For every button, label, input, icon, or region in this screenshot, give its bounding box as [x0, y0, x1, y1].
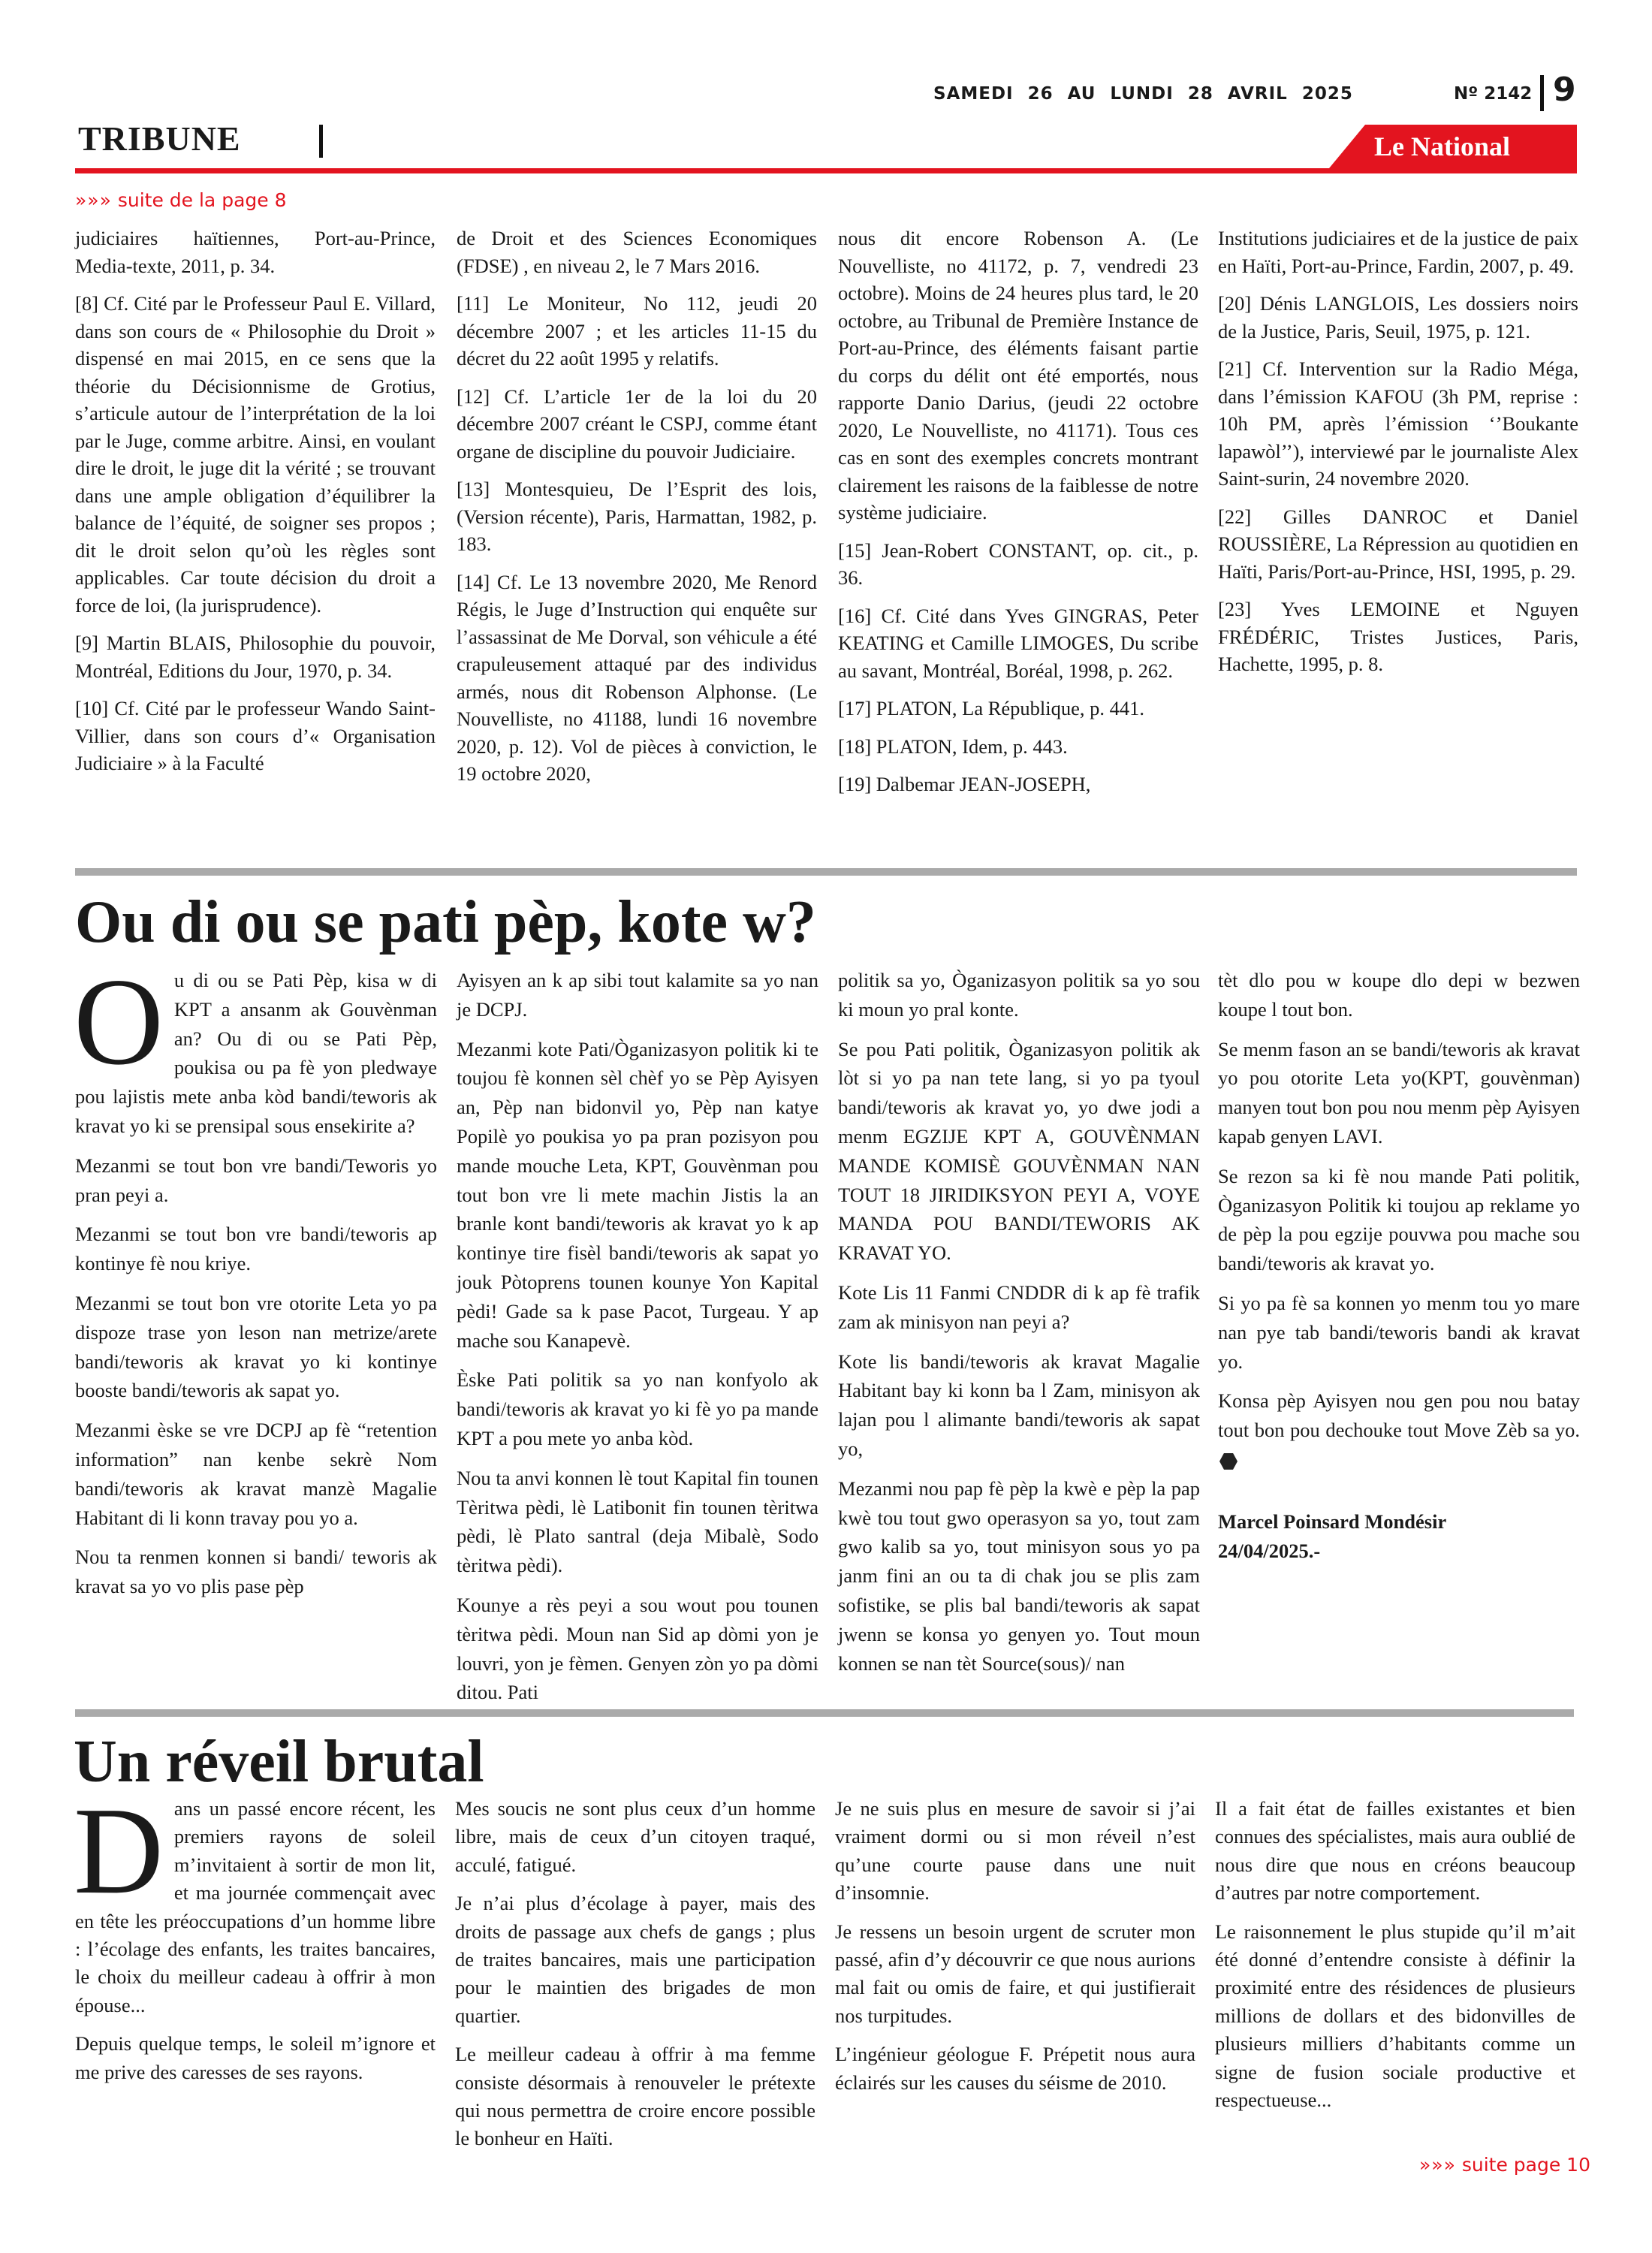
- section-title: TRIBUNE: [78, 119, 241, 158]
- issue-date: SAMEDI 26 AU LUNDI 28 AVRIL 2025: [933, 84, 1353, 104]
- article-paragraph: Le meilleur cadeau à offrir à ma femme consiste désormais à renouveler le prétexte qui nous permettra de croire encore possible le bonheur en Haïti.: [455, 2043, 815, 2150]
- article-paragraph: Mezanmi se tout bon vre otorite Leta yo pa dispoze trase yon leson nan metrize/arete bandi/teworis ak kravat yo ki kontinye booste bandi/teworis ak sapat yo.: [75, 1291, 437, 1402]
- article-1-col-2: [457, 966, 818, 1718]
- footnote: [12] Cf. L’article 1er de la loi du 20 décembre 2007 créant le CSPJ, comme étant organe de discipline du pouvoir Judiciaire.: [457, 385, 817, 463]
- article-paragraph: L’ingénieur géologue F. Prépetit nous aura éclairés sur les causes du séisme de 2010.: [835, 2043, 1195, 2094]
- footnote: Institutions judiciaires et de la justice de paix en Haïti, Port-au-Prince, Fardin, 2007, p. 49.: [1218, 227, 1578, 277]
- footnote: [21] Cf. Intervention sur la Radio Méga, dans l’émission KAFOU (3h PM, reprise : 10h PM, après l’émission ‘’Boukante lapawòl’’), interviewé par le journaliste Alex Saint-surin, 24 novembre 2020.: [1218, 357, 1578, 490]
- article-paragraph: politik sa yo, Òganizasyon politik sa yo sou ki moun yo pral konte.: [838, 969, 1200, 1021]
- article-1-col-1: [74, 952, 437, 1612]
- footnote: [15] Jean-Robert CONSTANT, op. cit., p. 36.: [838, 538, 1198, 589]
- continued-to-link[interactable]: [1419, 2154, 1590, 2176]
- footnote: de Droit et des Sciences Economiques (FDSE) , en niveau 2, le 7 Mars 2016.: [457, 227, 817, 277]
- page-number: 9: [1553, 71, 1576, 109]
- continued-from-text: suite de la page 8: [117, 189, 287, 211]
- issue-number: Nº 2142: [1454, 84, 1533, 104]
- footnote: [20] Dénis LANGLOIS, Les dossiers noirs de la Justice, Paris, Seuil, 1975, p. 121.: [1218, 292, 1578, 342]
- article-paragraph: Kounye a rès peyi a sou wout pou tounen tèritwa pèdi. Moun nan Sid ap dòmi yon je louvri, yon je fèmen. Genyen zòn yo pa dòmi ditou. Pati: [457, 1593, 818, 1704]
- article-paragraph: Konsa pèp Ayisyen nou gen pou nou batay tout bon pou dechouke tout Move Zèb sa yo.: [1218, 1386, 1580, 1473]
- footnotes-col-3: [838, 225, 1198, 809]
- article-paragraph: Mezanmi èske se vre DCPJ ap fè “retention information” nan kenbe sekrè Nom bandi/teworis ak kravat manzè Magalie Habitant di li konn travay pou yo a.: [75, 1419, 437, 1529]
- article-paragraph: Nou ta anvi konnen lè tout Kapital fin tounen Tèritwa pèdi, lè Latibonit fin tounen tèritwa pèdi, lè Plato santral (deja Mibalè, Sodo tèritwa pèdi).: [457, 1466, 818, 1577]
- article-1-col-3: [838, 966, 1200, 1688]
- header-divider: [1540, 75, 1544, 111]
- footnote: [16] Cf. Cité dans Yves GINGRAS, Peter KEATING et Camille LIMOGES, Du scribe au savant, Montréal, Boréal, 1998, p. 262.: [838, 604, 1198, 682]
- article-2-title: Un réveil brutal: [74, 1729, 484, 1795]
- dropcap: D: [74, 1781, 164, 1920]
- footnote: [10] Cf. Cité par le professeur Wando Saint-Villier, dans son cours d’« Organisation Judiciaire » à la Faculté: [75, 697, 436, 774]
- footnote: judiciaires haïtiennes, Port-au-Prince, Media-texte, 2011, p. 34.: [75, 227, 436, 277]
- continued-to-text: suite page 10: [1461, 2154, 1590, 2176]
- article-paragraph: Ou di ou se Pati Pèp, kisa w di KPT a ansanm ak Gouvènman an? Ou di ou se Pati Pèp, poukisa ou pa fè yon pledwaye pou lajistis mete anba kòd bandi/teworis ak kravat yo ki se prensipal sous ensekirite a?: [74, 952, 437, 1137]
- footnote: [9] Martin BLAIS, Philosophie du pouvoir, Montréal, Editions du Jour, 1970, p. 34.: [75, 632, 436, 682]
- article-paragraph: Le raisonnement le plus stupide qu’il m’ait été donné d’entendre consiste à définir la proximité entre des résidences de plusieurs millions de dollars et des bidonvilles de plusieurs milliers d’habitants comme un signe de fusion sociale productive et respectueuse...: [1215, 1920, 1575, 2112]
- article-1-title: Ou di ou se pati pèp, kote w?: [75, 889, 816, 955]
- arrow-icon: »»»: [75, 189, 112, 211]
- article-paragraph: Depuis quelque temps, le soleil m’ignore et me prive des caresses de ses rayons.: [75, 2032, 436, 2083]
- section-separator: [75, 868, 1577, 876]
- footnote: [13] Montesquieu, De l’Esprit des lois, (Version récente), Paris, Harmattan, 1982, p. 183.: [457, 478, 817, 555]
- article-paragraph: Kote lis bandi/teworis ak kravat Magalie Habitant bay ki konn ba l Zam, minisyon ak lajan pou l alimante bandi/teworis ak sapat yo,: [838, 1350, 1200, 1460]
- header-rule: [75, 168, 1577, 173]
- article-paragraph: Mes soucis ne sont plus ceux d’un homme libre, mais de ceux d’un citoyen traqué, acculé, fatigué.: [455, 1797, 815, 1876]
- author-name: Marcel Poinsard Mondésir: [1218, 1510, 1447, 1533]
- article-paragraph: Je n’ai plus d’écolage à payer, mais des droits de passage aux chefs de gangs ; plus de traites bancaires, mais une participation pour le maintien des brigades de mon quartier.: [455, 1892, 815, 2027]
- dropcap: O: [74, 952, 164, 1090]
- article-paragraph: Si yo pa fè sa konnen yo menm tou yo mare nan pye tab bandi/teworis bandi ak kravat yo.: [1218, 1291, 1580, 1373]
- footnote: nous dit encore Robenson A. (Le Nouvelliste, no 41172, p. 7, vendredi 23 octobre). Moins de 24 heures plus tard, le 20 octobre, au Tribunal de Première Instance de Port-au-Prince, des éléments faisant partie du corps du délit ont été emportés, nous rapporte Danio Darius, (jeudi 22 octobre 2020, Le Nouvelliste, no 41171). Tous ces cas en sont des exemples concrets montrant clairement les raisons de la faiblesse de notre système judiciaire.: [838, 227, 1198, 523]
- article-2-col-2: [455, 1795, 815, 2164]
- footnote: [19] Dalbemar JEAN-JOSEPH,: [838, 773, 1091, 795]
- footnotes-col-2: [457, 225, 817, 798]
- continued-from-link[interactable]: [75, 189, 287, 211]
- article-paragraph: Je ressens un besoin urgent de scruter mon passé, afin d’y découvrir ce que nous aurions mal fait ou omis de faire, et qui justifierait nos turpitudes.: [835, 1920, 1195, 2027]
- article-paragraph: Je ne suis plus en mesure de savoir si j’ai vraiment dormi ou si mon réveil n’est qu’une courte pause dans une nuit d’insomnie.: [835, 1797, 1195, 1905]
- article-paragraph: Mezanmi se tout bon vre bandi/teworis ap kontinye fè nou kriye.: [75, 1223, 437, 1275]
- article-paragraph: Mezanmi kote Pati/Òganizasyon politik ki te toujou fè konnen sèl chèf yo se Pèp Ayisyen an, Pèp nan bidonvil yo, Pèp nan katye Popilè yo poukisa yo pa pran pozisyon pou mande mouche Leta, KPT, Gouvènman pou tout bon vre li mete machin Jistis la an branle kont bandi/teworis ak kravat yo k ap kontinye tire fisèl bandi/teworis ak sapat yo jouk Pòtoprens tounen kounye Yon Kapital pèdi! Gade sa k pase Pacot, Turgeau. Y ap mache sou Kanapevè.: [457, 1037, 818, 1352]
- article-paragraph: Mezanmi nou pap fè pèp la kwè e pèp la pap kwè tou tout gwo operasyon sa yo, tout zam gwo kalib sa yo, tout minisyon sous yo pa janm fini an ou ta di chak jou se plis zam sofistike, se plis bal bandi/teworis ak sapat jwenn se konsa yo genyen yo. Tout moun konnen se nan tèt Source(sous)/ nan: [838, 1476, 1200, 1675]
- end-mark-icon: [1219, 1453, 1237, 1470]
- article-paragraph: Dans un passé encore récent, les premiers rayons de soleil m’invitaient à sortir de mon lit, et ma journée commençait avec en tête les préoccupations d’un homme libre : l’écolage des enfants, les traites bancaires, le choix du meilleur cadeau à offrir à mon épouse...: [74, 1781, 436, 2016]
- footnote: [11] Le Moniteur, No 112, jeudi 20 décembre 2007 ; et les articles 11-15 du décret du 22 août 1995 y relatifs.: [457, 292, 817, 369]
- article-paragraph: Il a fait état de failles existantes et bien connues des spécialistes, mais aura oublié de nous dire que nous en créons beaucoup d’autres par notre comportement.: [1215, 1797, 1575, 1905]
- section-separator: [75, 1709, 1574, 1717]
- footnote: [14] Cf. Le 13 novembre 2020, Me Renord Régis, le Juge d’Instruction qui enquête sur l’assassinat de Me Dorval, son véhicule a été crapuleusement attaqué par des individus armés, nous dit Robenson Alphonse. (Le Nouvelliste, no 41188, lundi 16 novembre 2020, p. 12). Vol de pièces à conviction, le 19 octobre 2020,: [457, 570, 817, 785]
- article-paragraph: Se menm fason an se bandi/teworis ak kravat yo pou otorite Leta yo(KPT, gouvènman) manyen tout bon pou nou menm pèp Ayisyen kapab genyen LAVI.: [1218, 1037, 1580, 1148]
- footnote: [17] PLATON, La République, p. 441.: [838, 697, 1145, 719]
- article-paragraph: Kote Lis 11 Fanmi CNDDR di k ap fè trafik zam ak minisyon nan peyi a?: [838, 1280, 1200, 1333]
- footnote: [8] Cf. Cité par le Professeur Paul E. Villard, dans son cours de « Philosophie du Droit » dispensé en mai 2015, en ce sens que la théorie du Décisionnisme de Grotius, s’articule autour de l’interprétation de la loi par le Juge, comme arbitre. Ainsi, en voulant dire le droit, le juge dit la vérité ; se trouvant dans une ample obligation d’équilibrer la balance de l’équité, de soigner ses propos ; dit le droit selon qu’où les règles sont applicables. Car toute décision du droit a force de loi, (la jurisprudence).: [75, 292, 436, 617]
- footnotes-col-1: [75, 225, 436, 788]
- arrow-icon: »»»: [1419, 2154, 1456, 2176]
- article-paragraph: Mezanmi se tout bon vre bandi/Teworis yo pran peyi a.: [75, 1154, 437, 1206]
- footnote: [22] Gilles DANROC et Daniel ROUSSIÈRE, La Répression au quotidien en Haïti, Paris/Port-au-Prince, HSI, 1995, p. 29.: [1218, 505, 1578, 583]
- section-divider: [319, 125, 323, 158]
- article-paragraph: Se rezon sa ki fè nou mande Pati politik, Òganizasyon Politik ki toujou ap reklame yo de pèp la pou egzije pouvwa pou mache sou bandi/teworis ak kravat yo.: [1218, 1164, 1580, 1275]
- article-paragraph: Nou ta renmen konnen si bandi/ teworis ak kravat sa yo vo plis pase pèp: [75, 1546, 437, 1598]
- article-paragraph: Se pou Pati politik, Òganizasyon politik ak lòt si yo pa nan tete lang, si yo pa tyoul bandi/teworis ak kravat yo, yo dwe jodi a menm EGZIJE KPT A, GOUVÈNMAN MANDE KOMISÈ GOUVÈNMAN NAN TOUT 18 JIRIDIKSYON PEYI A, VOYE MANDA POU BANDI/TEWORIS AK KRAVAT YO.: [838, 1037, 1200, 1265]
- footnote: [18] PLATON, Idem, p. 443.: [838, 734, 1068, 758]
- article-paragraph: Ayisyen an k ap sibi tout kalamite sa yo nan je DCPJ.: [457, 969, 818, 1021]
- article-date: 24/04/2025.-: [1218, 1539, 1321, 1562]
- footnote: [23] Yves LEMOINE et Nguyen FRÉDÉRIC, Tristes Justices, Paris, Hachette, 1995, p. 8.: [1218, 598, 1578, 675]
- article-paragraph: tèt dlo pou w koupe dlo depi w bezwen koupe l tout bon.: [1218, 969, 1580, 1021]
- article-2-col-3: [835, 1795, 1195, 2107]
- footnotes-col-4: [1218, 225, 1578, 689]
- article-1-col-4: [1218, 966, 1580, 1576]
- article-2-col-4: [1215, 1795, 1575, 2125]
- article-2-col-1: [74, 1781, 436, 2097]
- brand-name: Le National: [1374, 131, 1511, 161]
- article-paragraph: Èske Pati politik sa yo nan konfyolo ak bandi/teworis ak kravat yo ki fè yo pa mande KPT a pou mete yo anba kòd.: [457, 1368, 818, 1449]
